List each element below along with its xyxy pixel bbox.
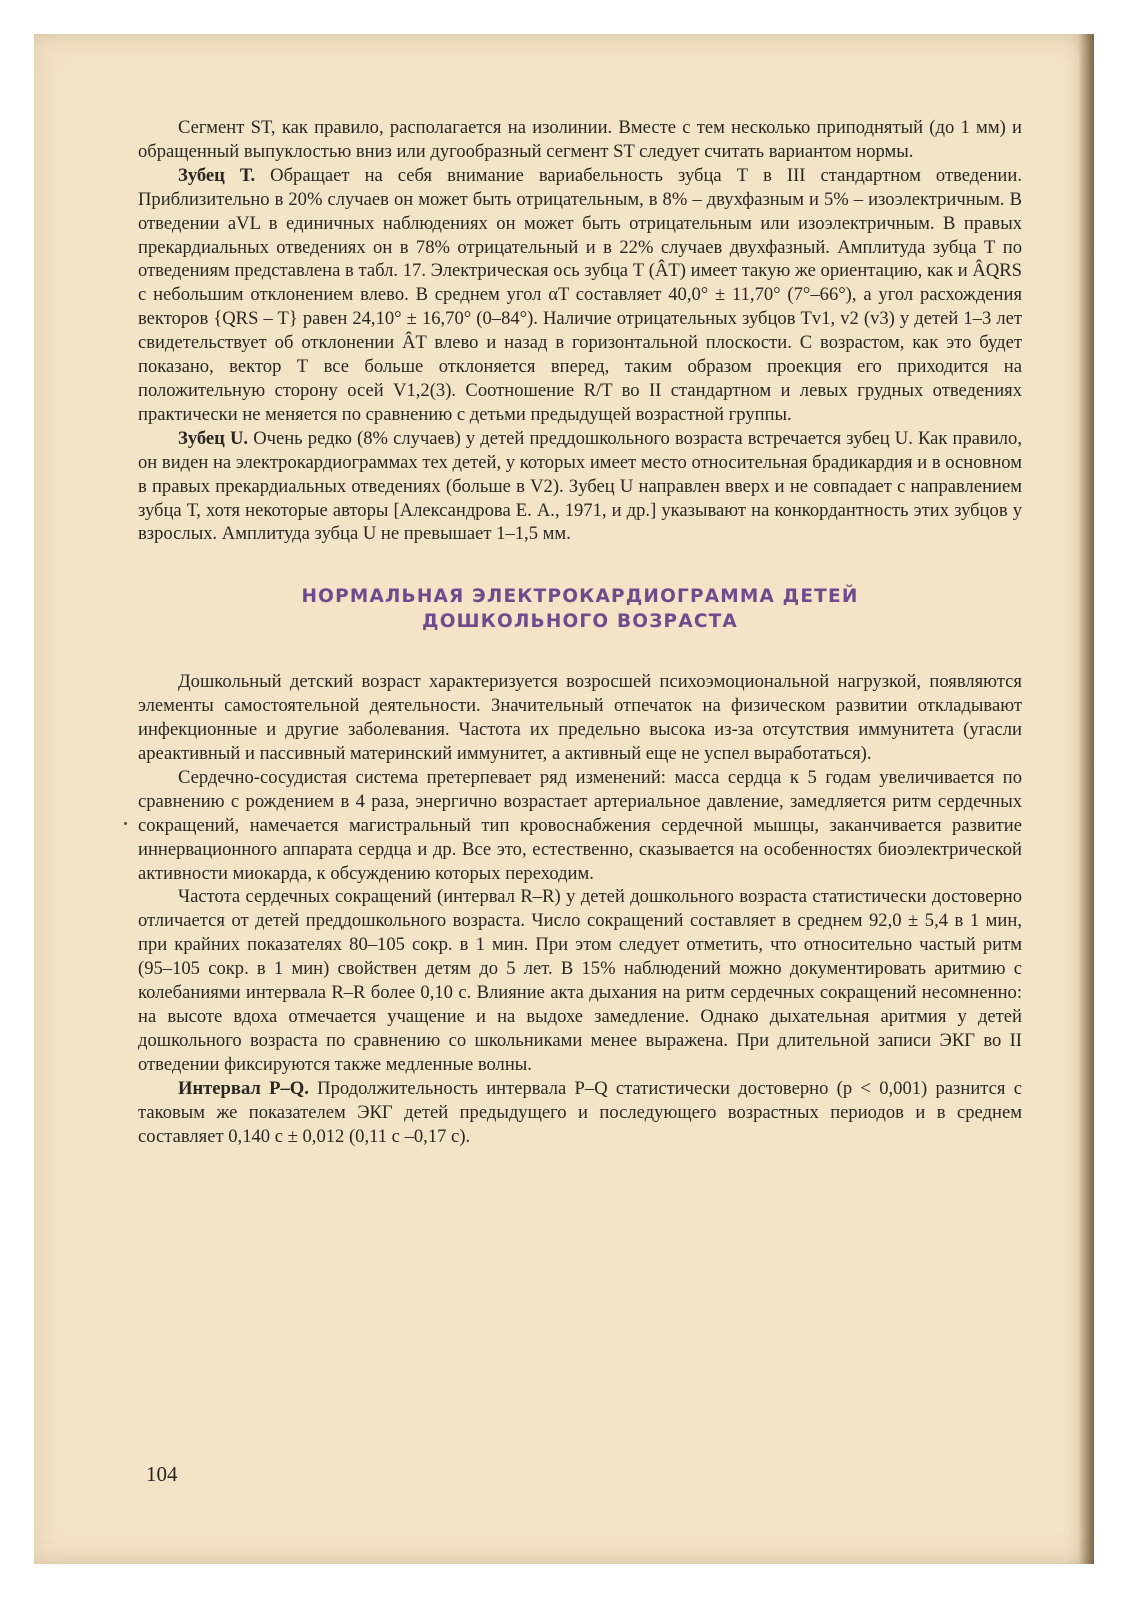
section-heading-line1: НОРМАЛЬНАЯ ЭЛЕКТРОКАРДИОГРАММА ДЕТЕЙ — [301, 586, 859, 608]
scan-speck — [124, 822, 127, 825]
paragraph-u-wave: Зубец U. Очень редко (8% случаев) у детей преддошкольного возраста встречается зубец U. Как правило, он виден на электрокардиограммах тех детей, у которых имеет место относительная брадикардия и в основном в правых прекардиальных отведениях (больше в V2). Зубец U направлен вверх и не совпадает с направлением зубца Т, хотя некоторые авторы [Александрова Е. А., 1971, и др.] указывают на конкордантность этих зубцов у взрослых. Амплитуда зубца U не превышает 1–1,5 мм. — [138, 427, 1023, 545]
term-t-wave: Зубец Т. — [178, 164, 256, 186]
term-u-wave: Зубец U. — [178, 427, 249, 449]
term-pq-interval: Интервал P–Q. — [178, 1077, 309, 1099]
section-heading-line2: ДОШКОЛЬНОГО ВОЗРАСТА — [422, 611, 738, 633]
paragraph-t-wave: Зубец Т. Обращает на себя внимание вариабельность зубца Т в III стандартном отведении. Приблизительно в 20% случаев он может быть отрицательным, в 8% – двухфазным и 5% – изоэлектричным. В отведении aVL в единичных наблюдениях он может быть отрицательным или изоэлектричным. В правых прекардиальных отведениях он в 78% отрицательный и в 22% случаев двухфазный. Амплитуда зубца Т по отведениям представлена в табл. 17. Электрическая ось зубца Т (ÂT) имеет такую же ориентацию, как и ÂQRS с небольшим отклонением влево. В среднем угол αT составляет 40,0° ± 11,70° (7°–66°), а угол расхождения векторов {QRS – T} равен 24,10° ± 16,70° (0–84°). Наличие отрицательных зубцов Tv1, v2 (v3) у детей 1–3 лет свидетельствует об отклонении ÂT влево и назад в горизонтальной плоскости. С возрастом, как это будет показано, вектор Т все больше отклоняется вперед, таким образом проекция его приходится на положительную сторону осей V1,2(3). Соотношение R/T во II стандартном и левых грудных отведениях практически не меняется по сравнению с детьми предыдущей возрастной группы. — [138, 164, 1022, 425]
page-number: 104 — [146, 1462, 178, 1486]
paragraph-st-segment: Сегмент ST, как правило, располагается на изолинии. Вместе с тем несколько приподнятый (до 1 мм) и обращенный выпуклостью вниз или дугообразный сегмент ST следует считать вариантом нормы. — [138, 117, 1022, 162]
section-heading — [138, 584, 1022, 634]
paragraph-preschool-age: Дошкольный детский возраст характеризуется возросшей психоэмоциональной нагрузкой, появляются элементы самостоятельной деятельности. Значительный отпечаток на физическом развитии откладывают инфекционные и другие заболевания. Частота их предельно высока из-за отсутствия иммунитета (угасли ареактивный и пассивный материнский иммунитет, а активный еще не успел выработаться). — [138, 671, 1022, 765]
paragraph-heart-rate: Частота сердечных сокращений (интервал R–R) у детей дошкольного возраста статистически достоверно отличается от детей преддошкольного возраста. Число сокращений составляет в среднем 92,0 ± 5,4 в 1 мин, при крайних показателях 80–105 сокр. в 1 мин. При этом следует отметить, что относительно частый ритм (95–105 сокр. в 1 мин) свойствен детям до 5 лет. В 15% наблюдений можно документировать аритмию с колебаниями интервала R–R более 0,10 с. Влияние акта дыхания на ритм сердечных сокращений несомненно: на высоте вдоха отмечается учащение и на выдохе замедление. Однако дыхательная аритмия у детей дошкольного возраста по сравнению со школьниками менее выражена. При длительной записи ЭКГ во II отведении фиксируются также медленные волны. — [138, 886, 1022, 1075]
paragraph-pq-interval: Интервал P–Q. Продолжительность интервала P–Q статистически достоверно (p < 0,001) разнится с таковым же показателем ЭКГ детей предыдущего и последующего возрастных периодов и в среднем составляет 0,140 с ± 0,012 (0,11 с –0,17 с). — [138, 1077, 1022, 1147]
page-spine-shadow — [1078, 34, 1094, 1564]
text-block — [138, 116, 1022, 1148]
paragraph-cardiovascular: Сердечно-сосудистая система претерпевает ряд изменений: масса сердца к 5 годам увеличивается по сравнению с рождением в 4 раза, энергично возрастает артериальное давление, замедляется ритм сердечных сокращений, намечается магистральный тип кровоснабжения сердечной мышцы, заканчивается развитие иннервационного аппарата сердца и др. Все это, естественно, сказывается на особенностях биоэлектрической активности миокарда, к обсуждению которых переходим. — [138, 766, 1022, 884]
